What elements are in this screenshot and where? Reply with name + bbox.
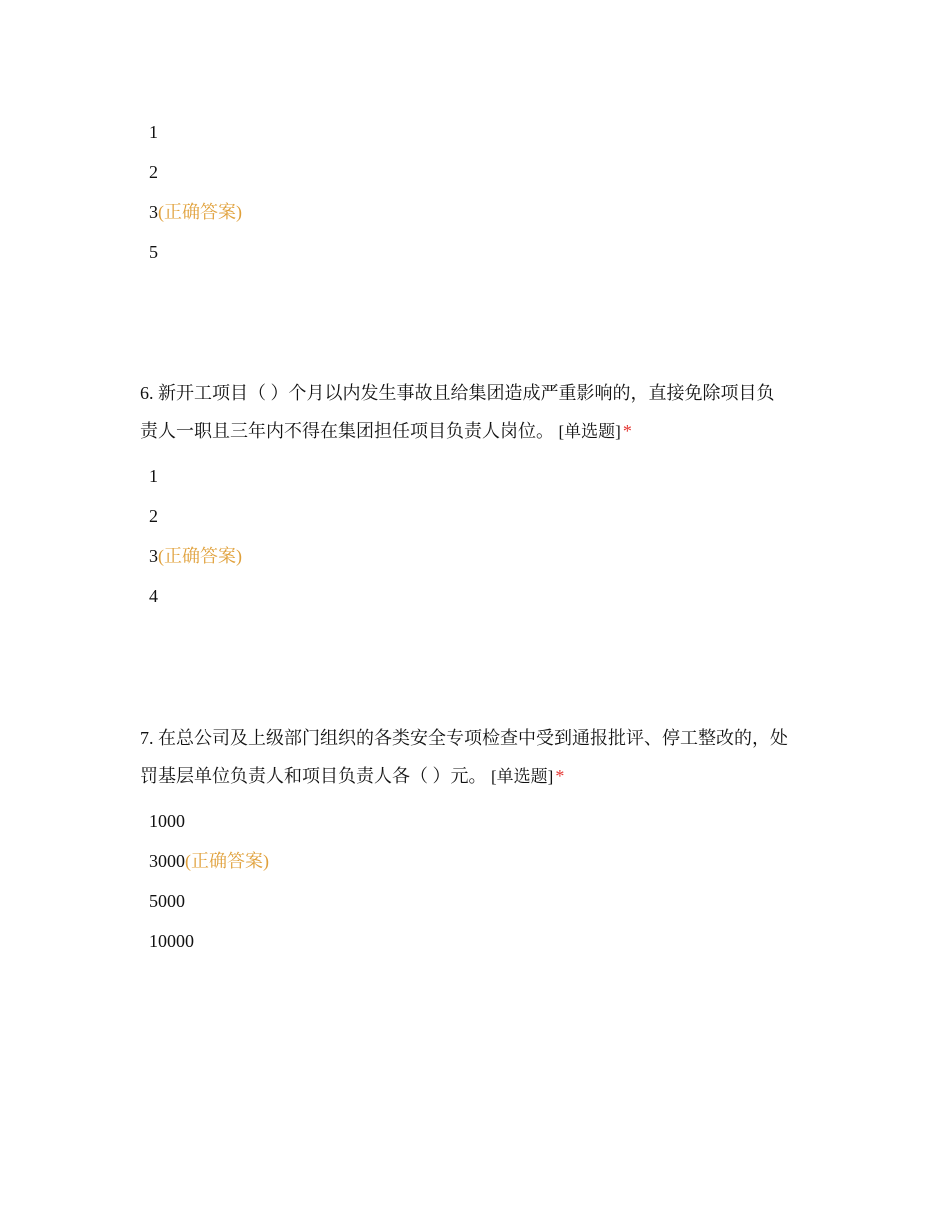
question-type-label: [单选题] — [558, 422, 621, 441]
option-label: 1000 — [149, 811, 185, 831]
q6-option-2 — [149, 496, 849, 536]
option-label: 10000 — [149, 931, 194, 951]
q7-option-3 — [149, 881, 849, 921]
q7-text-line-2 — [140, 757, 830, 796]
option-label: 5000 — [149, 891, 185, 911]
option-label: 5 — [149, 242, 158, 262]
q5-option-list — [149, 112, 849, 272]
required-star: * — [555, 766, 565, 786]
option-label: 3000 — [149, 851, 185, 871]
q6-text-line-2 — [140, 412, 830, 451]
correct-answer-tag: (正确答案) — [185, 851, 269, 871]
q6-question-text — [140, 374, 830, 451]
option-label: 3 — [149, 202, 158, 222]
correct-answer-tag: (正确答案) — [158, 202, 242, 222]
q7-option-1 — [149, 801, 849, 841]
q7-option-4 — [149, 921, 849, 961]
q6-option-3 — [149, 536, 849, 576]
q6-text-line-2-content: 责人一职且三年内不得在集团担任项目负责人岗位。 — [140, 421, 554, 441]
required-star: * — [622, 421, 632, 441]
q7-question-text — [140, 719, 830, 796]
q6-text-line-1: 6. 新开工项目（ ）个月以内发生事故且给集团造成严重影响的，直接免除项目负 — [140, 383, 775, 403]
q7-option-2 — [149, 841, 849, 881]
q7-text-line-1: 7. 在总公司及上级部门组织的各类安全专项检查中受到通报批评、停工整改的，处 — [140, 728, 788, 748]
q7-option-list — [149, 801, 849, 961]
question-type-label: [单选题] — [491, 767, 554, 786]
q7-text-line-2-content: 罚基层单位负责人和项目负责人各（ ）元。 — [140, 766, 487, 786]
option-label: 4 — [149, 586, 158, 606]
correct-answer-tag: (正确答案) — [158, 546, 242, 566]
q5-option-4 — [149, 232, 849, 272]
q5-option-2 — [149, 152, 849, 192]
option-label: 3 — [149, 546, 158, 566]
q6-option-list — [149, 456, 849, 616]
option-label: 1 — [149, 122, 158, 142]
q6-option-4 — [149, 576, 849, 616]
option-label: 2 — [149, 506, 158, 526]
q5-option-1 — [149, 112, 849, 152]
q6-option-1 — [149, 456, 849, 496]
option-label: 2 — [149, 162, 158, 182]
q5-option-3 — [149, 192, 849, 232]
option-label: 1 — [149, 466, 158, 486]
